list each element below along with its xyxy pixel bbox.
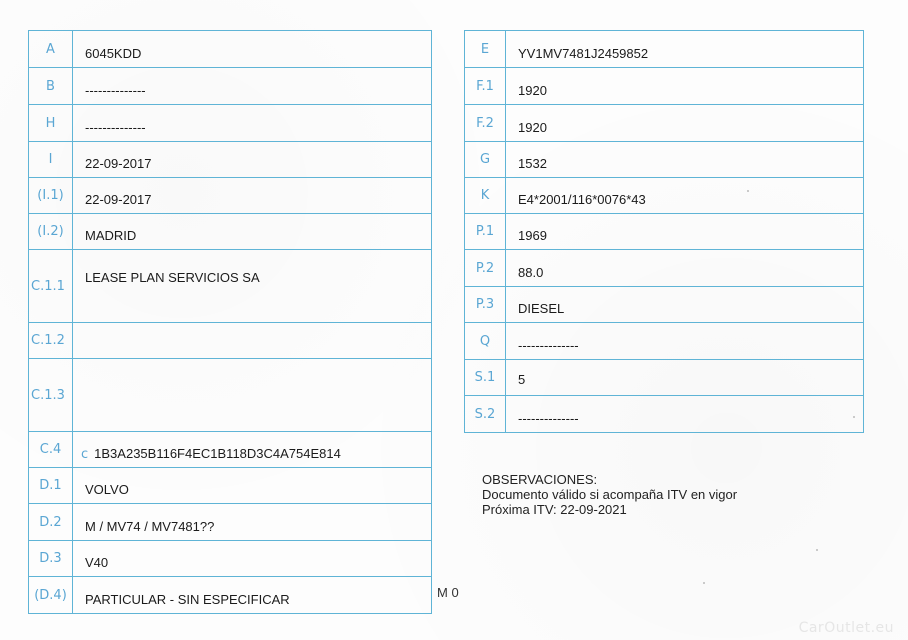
field-value-date: 22-09-2017 — [85, 156, 152, 171]
field-value: 1969 — [518, 228, 547, 243]
field-label: P.2 — [465, 250, 506, 287]
field-label: C.1.1 — [29, 250, 73, 323]
field-label: (I.1) — [29, 178, 73, 214]
field-label: S.2 — [465, 396, 506, 433]
row-e — [465, 31, 864, 68]
row-s2 — [465, 396, 864, 433]
field-value-approval: E4*2001/116*0076*43 — [518, 192, 646, 207]
observations-title: OBSERVACIONES: — [482, 472, 598, 487]
row-d4 — [29, 577, 432, 614]
field-label: I — [29, 142, 73, 178]
row-i — [29, 142, 432, 178]
row-i1 — [29, 178, 432, 214]
field-value-vin: YV1MV7481J2459852 — [518, 45, 649, 61]
row-s1 — [465, 360, 864, 396]
row-f1 — [465, 68, 864, 105]
field-label: D.2 — [29, 504, 73, 541]
field-label: A — [29, 31, 73, 68]
observations-line-2: Próxima ITV: 22-09-2021 — [482, 502, 627, 517]
observations-block — [482, 472, 737, 517]
field-value: -------------- — [518, 410, 579, 426]
field-value: 88.0 — [518, 264, 544, 280]
c-prefix: c — [81, 446, 89, 462]
row-p2 — [465, 250, 864, 287]
row-i2 — [29, 214, 432, 250]
field-label: K — [465, 178, 506, 214]
field-value-city: MADRID — [85, 228, 137, 243]
field-label: C.4 — [29, 432, 73, 468]
field-label: S.1 — [465, 360, 506, 396]
row-p1 — [465, 214, 864, 250]
field-value-date: 22-09-2017 — [85, 192, 152, 207]
row-g — [465, 142, 864, 178]
row-b — [29, 68, 432, 105]
field-value-seats: 5 — [518, 372, 526, 387]
field-label: D.3 — [29, 541, 73, 577]
field-label: (I.2) — [29, 214, 73, 250]
field-value: -------------- — [518, 337, 579, 353]
registration-table-left — [28, 30, 432, 614]
row-p3 — [465, 287, 864, 323]
field-value: -------------- — [85, 82, 146, 98]
field-value: 1532 — [518, 156, 547, 171]
field-label: D.1 — [29, 468, 73, 504]
row-c4 — [29, 432, 432, 468]
field-label: G — [465, 142, 506, 178]
scan-speck — [703, 582, 705, 584]
row-c12 — [29, 323, 432, 359]
row-h — [29, 105, 432, 142]
row-q — [465, 323, 864, 360]
scan-speck — [747, 190, 749, 192]
field-label: P.3 — [465, 287, 506, 323]
registration-table-right — [464, 30, 864, 433]
row-f2 — [465, 105, 864, 142]
field-value-plate: 6045KDD — [85, 45, 142, 61]
field-value-fuel: DIESEL — [518, 301, 565, 316]
field-value-code: 1B3A235B116F4EC1B118D3C4A754E814 — [94, 445, 341, 461]
field-value-use: PARTICULAR - SIN ESPECIFICAR — [85, 591, 290, 607]
row-c13 — [29, 359, 432, 432]
row-d3 — [29, 541, 432, 577]
field-label: C.1.2 — [29, 323, 73, 359]
row-c11 — [29, 250, 432, 323]
field-label: H — [29, 105, 73, 142]
row-d1 — [29, 468, 432, 504]
scan-speck — [853, 416, 855, 418]
scan-speck — [816, 549, 818, 551]
field-label: P.1 — [465, 214, 506, 250]
field-value-type: M / MV74 / MV7481?? — [85, 518, 215, 534]
row-d2 — [29, 504, 432, 541]
field-label: E — [465, 31, 506, 68]
field-value-holder: LEASE PLAN SERVICIOS SA — [85, 270, 260, 285]
row-a — [29, 31, 432, 68]
mark-label: M 0 — [437, 585, 459, 600]
field-value: 1920 — [518, 82, 547, 98]
field-label: (D.4) — [29, 577, 73, 614]
watermark-logo: CarOutlet.eu — [798, 620, 894, 636]
field-value-model: V40 — [85, 555, 109, 570]
field-value: 1920 — [518, 119, 547, 135]
field-label: F.2 — [465, 105, 506, 142]
field-label: Q — [465, 323, 506, 360]
field-value-make: VOLVO — [85, 482, 129, 497]
row-k — [465, 178, 864, 214]
field-value: -------------- — [85, 119, 146, 135]
field-label: C.1.3 — [29, 359, 73, 432]
field-label: B — [29, 68, 73, 105]
observations-line-1: Documento válido si acompaña ITV en vigor — [482, 487, 738, 502]
field-label: F.1 — [465, 68, 506, 105]
